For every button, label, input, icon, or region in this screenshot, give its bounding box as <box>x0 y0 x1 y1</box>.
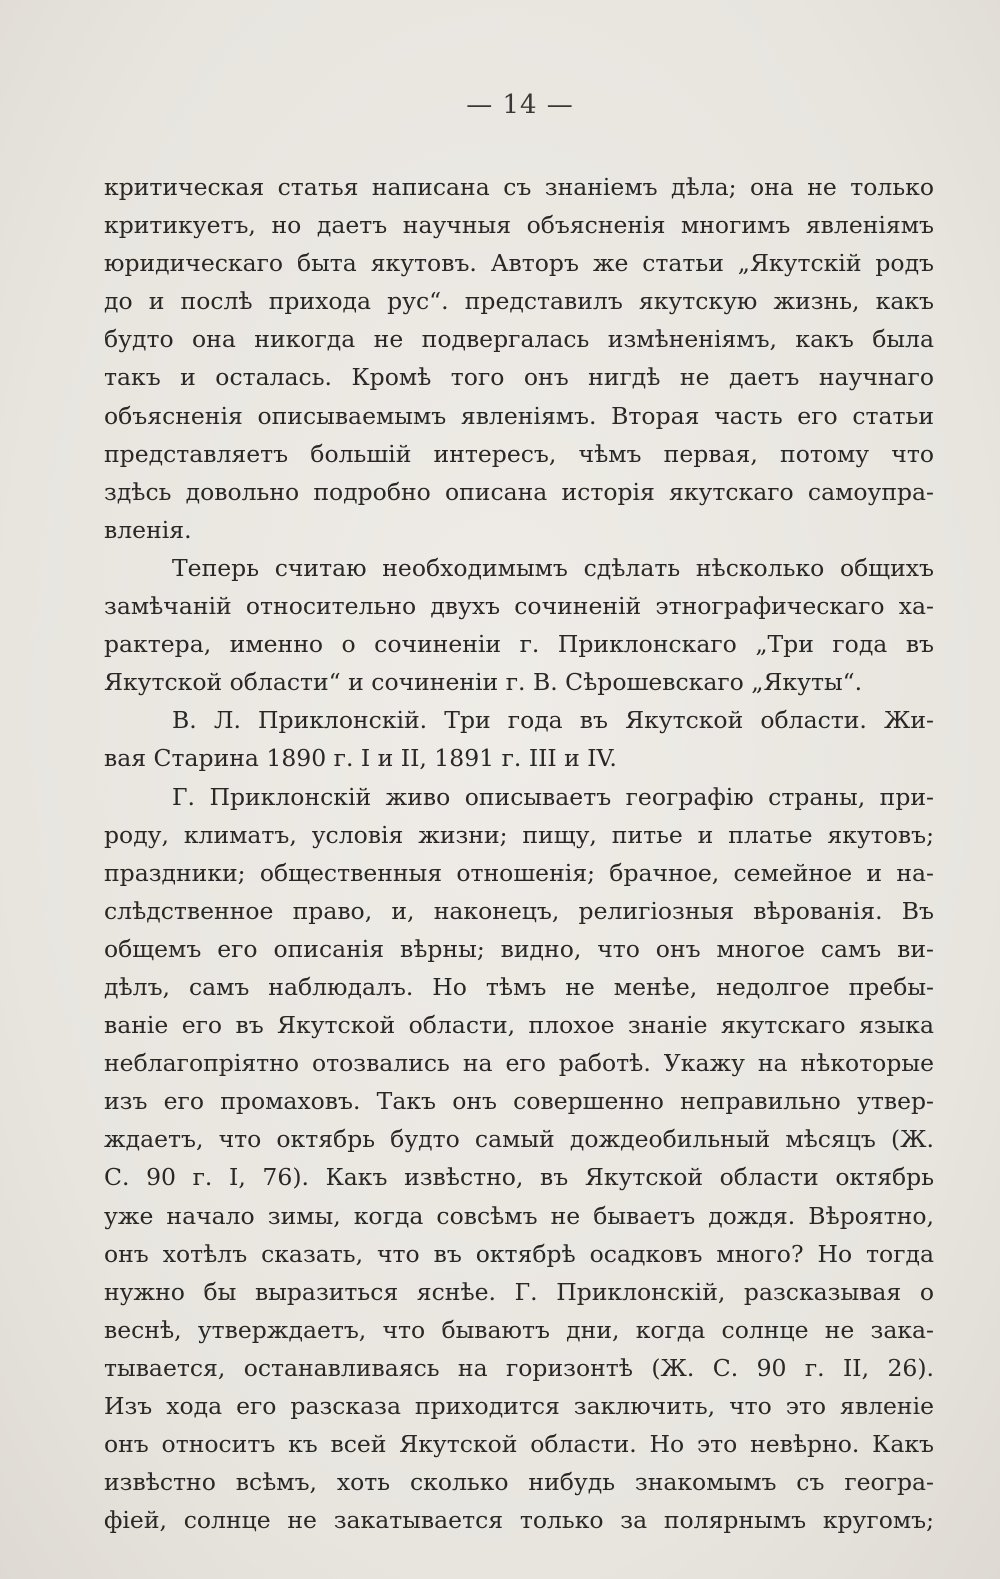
text-line: до и послѣ прихода рус“. представилъ якутскую жизнь, какъ <box>104 287 934 316</box>
text-line: критикуетъ, но даетъ научныя объясненія многимъ явленіямъ <box>104 211 934 240</box>
text-line: праздники; общественныя отношенія; брачное, семейное и на- <box>104 858 934 887</box>
text-line: неблагопріятно отозвались на его работѣ. Укажу на нѣкоторые <box>104 1049 934 1078</box>
text-line: нужно бы выразиться яснѣе. Г. Приклонскій, разсказывая о <box>104 1277 934 1306</box>
text-line: объясненія описываемымъ явленіямъ. Вторая часть его статьи <box>104 401 934 430</box>
text-line: замѣчаній относительно двухъ сочиненій этнографическаго ха- <box>104 592 934 621</box>
text-line: общемъ его описанія вѣрны; видно, что онъ многое самъ ви- <box>104 934 934 963</box>
text-line: изъ его промаховъ. Такъ онъ совершенно неправильно утвер- <box>104 1087 934 1116</box>
text-line: Г. Приклонскій живо описываетъ географію страны, при- <box>172 782 934 811</box>
text-line: онъ хотѣлъ сказать, что въ октябрѣ осадковъ много? Но тогда <box>104 1239 934 1268</box>
text-line: здѣсь довольно подробно описана исторія якутскаго самоупра- <box>104 477 934 506</box>
text-line: юридическаго быта якутовъ. Авторъ же статьи „Якутскій родъ <box>104 249 934 278</box>
text-line: С. 90 г. I, 76). Какъ извѣстно, въ Якутской области октябрь <box>104 1163 934 1192</box>
text-line: дѣлъ, самъ наблюдалъ. Но тѣмъ не менѣе, недолгое пребы- <box>104 972 934 1001</box>
text-line: Якутской области“ и сочиненіи г. В. Сѣрошевскаго „Якуты“. <box>104 668 863 697</box>
text-line: критическая статья написана съ знаніемъ дѣла; она не только <box>104 173 934 201</box>
text-line: веснѣ, утверждаетъ, что бываютъ дни, когда солнце не зака- <box>104 1315 934 1344</box>
text-line: Изъ хода его разсказа приходится заключить, что это явленіе <box>104 1392 934 1420</box>
text-line: роду, климатъ, условія жизни; пищу, питье и платье якутовъ; <box>104 820 934 849</box>
text-line: уже начало зимы, когда совсѣмъ не бываетъ дождя. Вѣроятно, <box>104 1201 934 1230</box>
text-line: Теперь считаю необходимымъ сдѣлать нѣсколько общихъ <box>172 553 934 582</box>
text-line: вленія. <box>104 515 192 544</box>
text-line: будто она никогда не подвергалась измѣненіямъ, какъ была <box>104 325 934 354</box>
page-number: — 14 — <box>466 90 574 120</box>
text-line: такъ и осталась. Кромѣ того онъ нигдѣ не даетъ научнаго <box>104 363 934 392</box>
text-line: тывается, останавливаясь на горизонтѣ (Ж. С. 90 г. II, 26). <box>104 1353 934 1382</box>
body-text <box>104 168 934 1539</box>
text-line: рактера, именно о сочиненіи г. Приклонскаго „Три года въ <box>104 630 934 659</box>
text-line: вая Старина 1890 г. I и II, 1891 г. III и IV. <box>104 744 617 773</box>
text-line: слѣдственное право, и, наконецъ, религіозныя вѣрованія. Въ <box>104 896 934 925</box>
text-line: извѣстно всѣмъ, хоть сколько нибудь знакомымъ съ геогра- <box>104 1468 934 1497</box>
text-line: В. Л. Приклонскій. Три года въ Якутской области. Жи- <box>172 706 934 735</box>
text-line: ждаетъ, что октябрь будто самый дождеобильный мѣсяцъ (Ж. <box>104 1125 934 1154</box>
text-line: фіей, солнце не закатывается только за полярнымъ кругомъ; <box>104 1506 934 1535</box>
text-line: ваніе его въ Якутской области, плохое знаніе якутскаго языка <box>104 1011 934 1040</box>
text-line: представляетъ большій интересъ, чѣмъ первая, потому что <box>104 439 934 468</box>
text-line: онъ относитъ къ всей Якутской области. Но это невѣрно. Какъ <box>104 1430 934 1459</box>
